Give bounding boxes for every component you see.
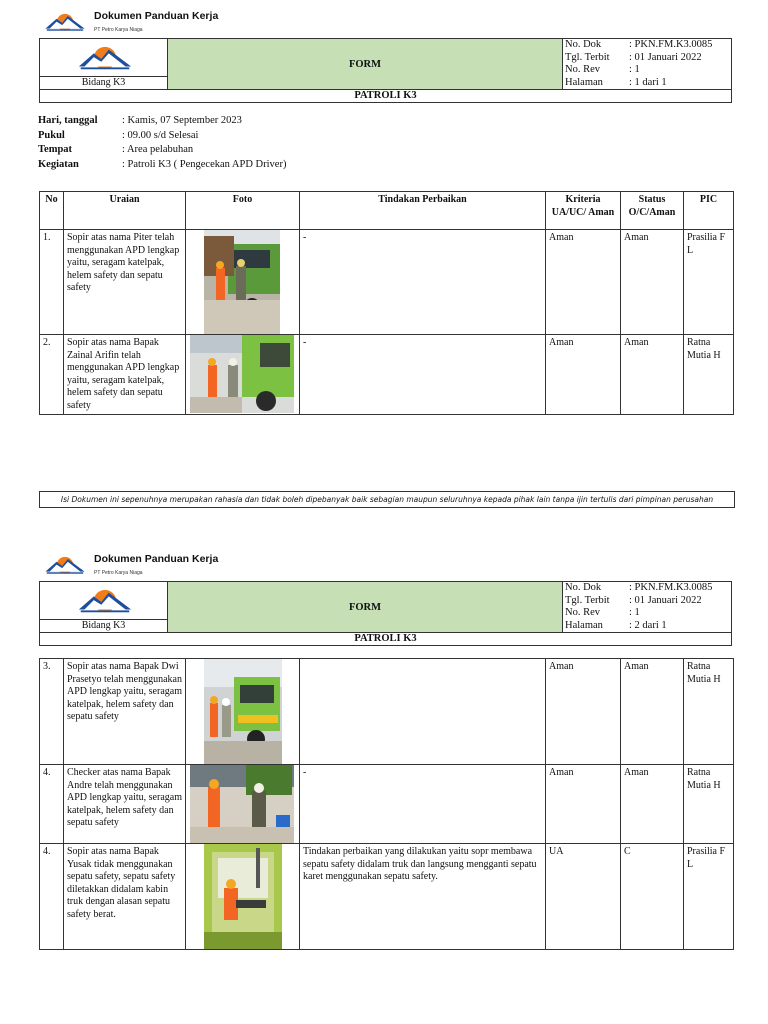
tempat-label: Tempat (38, 144, 73, 155)
pukul-label: Pukul (38, 129, 65, 141)
hari-value: : Kamis, 07 September 2023 (122, 115, 242, 126)
row-pic: Ratna Mutia H (684, 765, 734, 844)
tgl-terbit-label: Tgl. Terbit (565, 51, 610, 63)
row-uraian: Sopir atas nama Bapak Yusak tidak menggunakan sepatu safety, sepatu safety diletakkan didalam kabin truk dengan alasan sepatu safety berat. (64, 844, 186, 950)
doc-type-title: Dokumen Panduan Kerja (94, 553, 219, 565)
no-dok-value: : PKN.FM.K3.0085 (629, 39, 713, 50)
row-pic: Prasilia F L (684, 230, 734, 335)
company-logo-icon (44, 10, 86, 36)
patrol-table-continued (39, 658, 734, 950)
no-rev-value: : 1 (629, 607, 640, 618)
row-pic: Ratna Mutia H (684, 659, 734, 765)
row-photo (186, 765, 300, 844)
form-header-table (39, 38, 732, 103)
row-uraian: Sopir atas nama Bapak Zainal Arifin telah menggunakan APD lengkap yaitu, seragam katelpak, helem safety dan sepatu safety (64, 335, 186, 415)
row-tindakan (300, 659, 546, 765)
row-photo (186, 230, 300, 335)
row-pic: Ratna Mutia H (684, 335, 734, 415)
row-kriteria: Aman (546, 659, 621, 765)
hari-label: Hari, tanggal (38, 115, 98, 126)
row-tindakan: Tindakan perbaikan yang dilakukan yaitu sopr membawa sepatu safety didalam truk dan langsung mengganti sepatu karet menggunakan sepatu safety. (300, 844, 546, 950)
driver-ppe-photo-3 (186, 659, 299, 764)
row-status: Aman (621, 765, 684, 844)
row-uraian: Sopir atas nama Bapak Dwi Prasetyo telah menggunakan APD lengkap yaitu, seragam katelpak, helem safety dan sepatu safety (64, 659, 186, 765)
tempat-value: : Area pelabuhan (122, 144, 194, 155)
col-header-foto: Foto (186, 192, 300, 230)
doc-info (563, 582, 732, 633)
no-rev-value: : 1 (629, 64, 640, 75)
driver-ppe-photo-1 (186, 230, 299, 334)
no-dok-label: No. Dok (565, 582, 602, 593)
company-logo-icon (77, 585, 133, 619)
company-logo-icon (44, 553, 86, 579)
table-row (40, 844, 734, 950)
tgl-terbit-value: : 01 Januari 2022 (629, 594, 702, 606)
tgl-terbit-value: : 01 Januari 2022 (629, 51, 702, 63)
row-kriteria: UA (546, 844, 621, 950)
form-subject-title: PATROLI K3 (40, 633, 732, 646)
table-row (40, 335, 734, 415)
form-title: FORM (168, 582, 563, 633)
row-tindakan: - (300, 230, 546, 335)
col-header-tindakan: Tindakan Perbaikan (300, 192, 546, 230)
kegiatan-value: : Patroli K3 ( Pengecekan APD Driver) (122, 158, 287, 170)
brand-header (44, 553, 344, 581)
col-header-no: No (40, 192, 64, 230)
halaman-label: Halaman (565, 76, 603, 88)
row-uraian: Checker atas nama Bapak Andre telah menggunakan APD lengkap yaitu, seragam katelpak, helem safety dan sepatu safety (64, 765, 186, 844)
form-subject-title: PATROLI K3 (40, 90, 732, 103)
tgl-terbit-label: Tgl. Terbit (565, 594, 610, 606)
no-rev-label: No. Rev (565, 64, 600, 75)
no-dok-label: No. Dok (565, 39, 602, 50)
row-status: Aman (621, 335, 684, 415)
halaman-value: : 2 dari 1 (629, 619, 667, 631)
form-header-table (39, 581, 732, 646)
company-logo-icon (77, 42, 133, 76)
row-no: 3. (40, 659, 64, 765)
doc-info (563, 39, 732, 90)
row-kriteria: Aman (546, 765, 621, 844)
row-no: 2. (40, 335, 64, 415)
row-tindakan: - (300, 765, 546, 844)
company-name: PT Petro Karya Niaga (94, 27, 143, 33)
form-title: FORM (168, 39, 563, 90)
col-header-pic: PIC (684, 192, 734, 230)
kegiatan-label: Kegiatan (38, 158, 79, 170)
table-row (40, 659, 734, 765)
header-logo-cell (40, 582, 168, 633)
driver-ppe-photo-2 (186, 335, 299, 413)
driver-cabin-photo (186, 844, 299, 949)
col-header-uraian: Uraian (64, 192, 186, 230)
row-tindakan: - (300, 335, 546, 415)
row-no: 1. (40, 230, 64, 335)
row-status: Aman (621, 230, 684, 335)
confidentiality-footer: Isi Dokumen ini sepenuhnya merupakan rahasia dan tidak boleh dipebanyak baik sebagian maupun seluruhnya kepada pihak lain tanpa ijin tertulis dari pimpinan perusahan (39, 491, 735, 508)
table-row (40, 765, 734, 844)
doc-type-title: Dokumen Panduan Kerja (94, 10, 219, 22)
row-kriteria: Aman (546, 230, 621, 335)
row-no: 4. (40, 765, 64, 844)
col-header-status: Status O/C/Aman (621, 192, 684, 230)
bidang-label: Bidang K3 (40, 619, 167, 631)
row-kriteria: Aman (546, 335, 621, 415)
halaman-value: : 1 dari 1 (629, 76, 667, 88)
row-photo (186, 844, 300, 950)
row-status: C (621, 844, 684, 950)
checker-ppe-photo (186, 765, 299, 843)
company-name: PT Petro Karya Niaga (94, 570, 143, 576)
halaman-label: Halaman (565, 619, 603, 631)
row-uraian: Sopir atas nama Piter telah menggunakan APD lengkap yaitu, seragam katelpak, helem safety dan sepatu safety (64, 230, 186, 335)
brand-header (44, 10, 344, 38)
row-pic: Prasilia F L (684, 844, 734, 950)
row-status: Aman (621, 659, 684, 765)
header-logo-cell (40, 39, 168, 90)
row-photo (186, 335, 300, 415)
table-row (40, 230, 734, 335)
no-rev-label: No. Rev (565, 607, 600, 618)
patrol-table (39, 191, 734, 415)
no-dok-value: : PKN.FM.K3.0085 (629, 582, 713, 593)
bidang-label: Bidang K3 (40, 76, 167, 88)
row-photo (186, 659, 300, 765)
row-no: 4. (40, 844, 64, 950)
pukul-value: : 09.00 s/d Selesai (122, 129, 199, 141)
activity-meta (38, 114, 286, 172)
col-header-kriteria: Kriteria UA/UC/ Aman (546, 192, 621, 230)
